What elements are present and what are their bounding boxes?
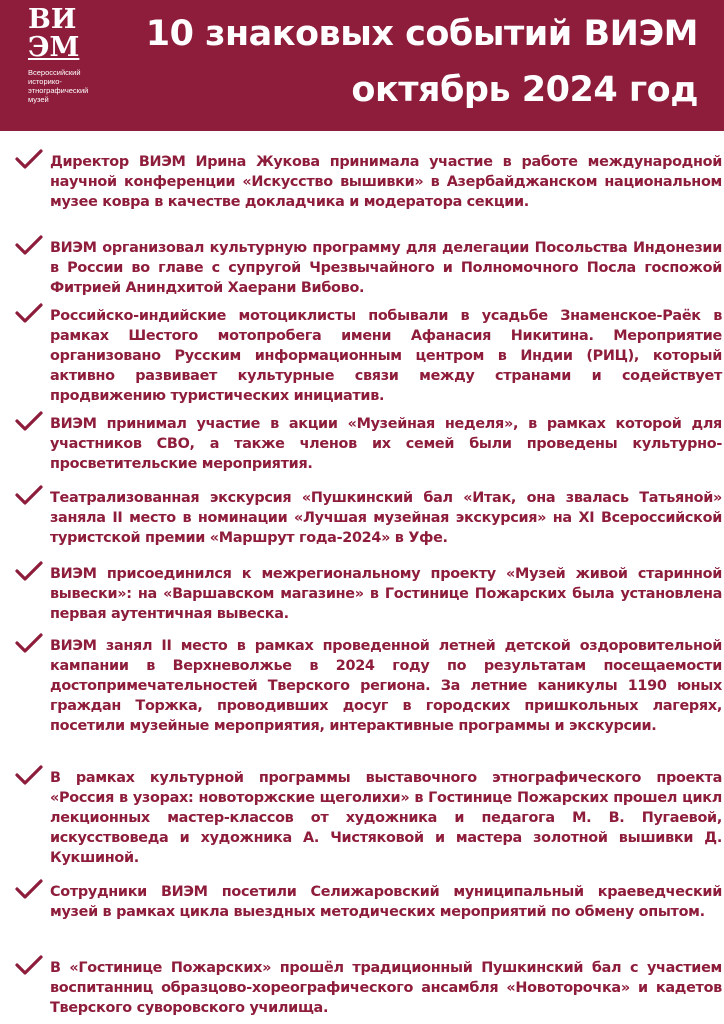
checkmark-icon	[14, 302, 44, 324]
event-text: ВИЭМ занял II место в рамках проведенной летней детской оздоровительной кампании в Верхневолжье в 2024 году по результатам посещаемости достопримечательностей Тверского региона. За летние каникулы 1190 юных граждан Торжка, проводивших досуг в городских пришкольных лагерях, посетили музейные мероприятия, интерактивные программы и экскурсии.	[50, 638, 722, 734]
event-text: ВИЭМ присоединился к межрегиональному проекту «Музей живой старинной вывески»: на «Варшавском магазине» в Гостинице Пожарских была установлена первая аутентичная вывеска.	[50, 566, 722, 622]
checkmark-icon	[14, 878, 44, 900]
checkmark-icon	[14, 484, 44, 506]
checkmark-icon	[14, 148, 44, 170]
event-text: ВИЭМ организовал культурную программу для делегации Посольства Индонезии в России во главе с супругой Чрезвычайного и Полномочного Посла госпожой Фитрией Аниндхитой Хаерани Вибово.	[50, 240, 722, 296]
event-text: Сотрудники ВИЭМ посетили Селижаровский муниципальный краеведческий музей в рамках цикла выездных методических мероприятий по обмену опытом.	[50, 884, 722, 920]
event-text: В «Гостинице Пожарских» прошёл традиционный Пушкинский бал с участием воспитанниц образцово-хореографического ансамбля «Новоторочка» и кадетов Тверского суворовского училища.	[50, 960, 722, 1016]
checkmark-icon	[14, 632, 44, 654]
event-text: Российско-индийские мотоциклисты побывали в усадьбе Знаменское-Раёк в рамках Шестого мотопробега имени Афанасия Никитина. Мероприятие организовано Русским информационным центром в Индии (РИЦ), который активно развивает культурные связи между странами и содействует продвижению туристических инициатив.	[50, 308, 722, 404]
event-text: Директор ВИЭМ Ирина Жукова принимала участие в работе международной научной конференции «Искусство вышивки» в Азербайджанском национальном музее ковра в качестве докладчика и модератора секции.	[50, 154, 722, 210]
checkmark-icon	[14, 954, 44, 976]
checkmark-icon	[14, 560, 44, 582]
logo-caption: Всероссийский историко-этнографический музей	[28, 68, 89, 104]
checkmark-icon	[14, 234, 44, 256]
logo-mark-bottom: ЭМ	[28, 32, 80, 63]
page-title-line1: 10 знаковых событий ВИЭМ	[145, 14, 698, 54]
event-text: В рамках культурной программы выставочного этнографического проекта «Россия в узорах: новоторжские щеголихи» в Гостинице Пожарских прошел цикл лекционных мастер-классов от художника и педагога М. В. Пугаевой, искусствоведа и художника А. Чистяковой и мастера золотной вышивки Д. Кукшиной.	[50, 770, 722, 866]
page-title-line2: октябрь 2024 год	[351, 70, 698, 110]
logo-mark-top: ВИ	[28, 4, 77, 35]
checkmark-icon	[14, 764, 44, 786]
event-text: Театрализованная экскурсия «Пушкинский бал «Итак, она звалась Татьяной» заняла II место в номинации «Лучшая музейная экскурсия» на XI Всероссийской туристской премии «Маршрут года-2024» в Уфе.	[50, 490, 722, 546]
event-text: ВИЭМ принимал участие в акции «Музейная неделя», в рамках которой для участников СВО, а также членов их семей были проведены культурно-просветительские мероприятия.	[50, 416, 722, 472]
checkmark-icon	[14, 410, 44, 432]
